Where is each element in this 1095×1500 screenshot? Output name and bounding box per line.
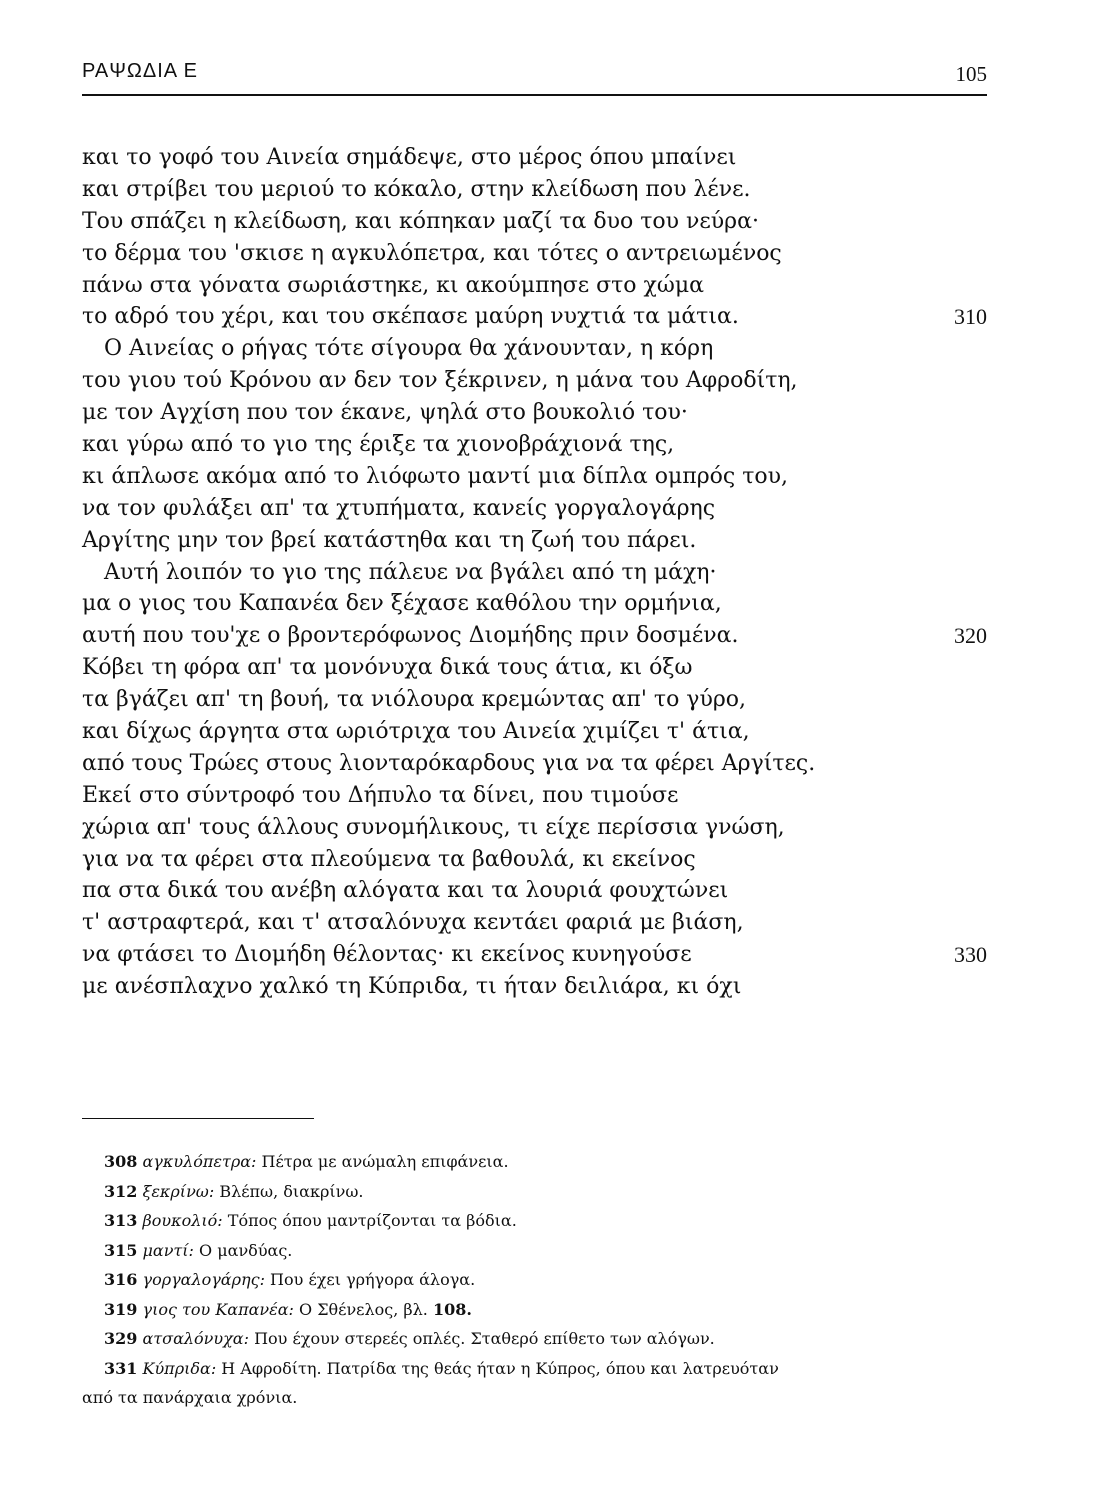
verse-line bbox=[82, 971, 987, 1003]
verse-text: μα ο γιος του Καπανέα δεν ξέχασε καθόλου την ορμήνια, bbox=[82, 591, 722, 617]
verse-text: κι άπλωσε ακόμα από το λιόφωτο μαντί μια δίπλα ομπρός του, bbox=[82, 463, 788, 489]
footnote-text: Πέτρα με ανώμαλη επιφάνεια. bbox=[261, 1152, 509, 1171]
verse-line bbox=[82, 588, 987, 620]
footnote-term: μαντί: bbox=[142, 1240, 194, 1260]
verse-line bbox=[82, 270, 987, 302]
verse-text: και στρίβει του μεριού το κόκαλο, στην κλείδωση που λένε. bbox=[82, 176, 751, 202]
footnote-text: Ο Σθένελος, βλ. bbox=[299, 1299, 428, 1319]
footnote-term: γιος του Καπανέα: bbox=[142, 1299, 294, 1319]
verse-line bbox=[82, 525, 987, 557]
verse-line bbox=[82, 780, 987, 812]
verse-text: να φτάσει το Διομήδη θέλοντας· κι εκείνος κυνηγούσε bbox=[82, 942, 692, 968]
verse-text: και γύρω από το γιο της έριξε τα χιονοβράχιονά της, bbox=[82, 432, 675, 458]
footnote-continuation: από τα πανάρχαια χρόνια. bbox=[82, 1388, 298, 1407]
footnote bbox=[82, 1206, 987, 1236]
verse-line bbox=[82, 365, 987, 397]
verse-text: Του σπάζει η κλείδωση, και κόπηκαν μαζί τα δυο του νεύρα· bbox=[82, 208, 759, 234]
footnote-text: Η Αφροδίτη. Πατρίδα της θεάς ήταν η Κύπρος, όπου και λατρευόταν bbox=[221, 1358, 779, 1378]
verse-line bbox=[82, 748, 987, 780]
running-head: ΡΑΨΩΔΙΑ Ε bbox=[82, 60, 198, 82]
line-number: 320 bbox=[954, 623, 987, 649]
verse-text: πάνω στα γόνατα σωριάστηκε, κι ακούμπησε στο χώμα bbox=[82, 272, 704, 298]
verse-text: Κόβει τη φόρα απ' τα μονόνυχα δικά τους άτια, κι όξω bbox=[82, 655, 693, 681]
header-rule bbox=[82, 94, 987, 96]
page-header bbox=[82, 60, 987, 92]
verse-line bbox=[82, 716, 987, 748]
footnote-text: Τόπος όπου μαντρίζονται τα βόδια. bbox=[227, 1211, 517, 1230]
verse-text: για να τα φέρει στα πλεούμενα τα βαθουλά, κι εκείνος bbox=[82, 846, 696, 872]
verse-text: Αυτή λοιπόν το γιο της πάλευε να βγάλει από τη μάχη· bbox=[104, 559, 717, 585]
verse-text: αυτή που του'χε ο βροντερόφωνος Διομήδης πριν δοσμένα. bbox=[82, 623, 739, 649]
verse-text: το δέρμα του 'σκισε η αγκυλόπετρα, και τότες ο αντρειωμένος bbox=[82, 240, 782, 266]
verse-line bbox=[82, 461, 987, 493]
verse-line bbox=[82, 142, 987, 174]
footnote-text: Που έχουν στερεές οπλές. Σταθερό επίθετο των αλόγων. bbox=[254, 1329, 715, 1348]
verse-line bbox=[82, 238, 987, 270]
footnote-separator bbox=[82, 1118, 314, 1119]
footnote-number: 308 bbox=[104, 1152, 138, 1171]
verse-text: Αργίτης μην τον βρεί κατάστηθα και τη ζωή του πάρει. bbox=[82, 527, 697, 553]
footnote-term: ατσαλόνυχα: bbox=[142, 1329, 249, 1348]
verse-line bbox=[82, 939, 987, 971]
verse-line bbox=[82, 652, 987, 684]
verse-line bbox=[82, 397, 987, 429]
verse-text: τ' αστραφτερά, και τ' ατσαλόνυχα κεντάει φαριά με βιάση, bbox=[82, 910, 744, 936]
verse-line bbox=[82, 620, 987, 652]
line-number: 310 bbox=[954, 304, 987, 330]
verse-line bbox=[82, 206, 987, 238]
verse-text: Ο Αινείας ο ρήγας τότε σίγουρα θα χάνουνταν, η κόρη bbox=[104, 336, 714, 362]
footnote bbox=[82, 1236, 987, 1266]
line-number: 330 bbox=[954, 942, 987, 968]
footnote bbox=[82, 1265, 987, 1295]
verse-text: τα βγάζει απ' τη βουή, τα νιόλουρα κρεμώντας απ' το γύρο, bbox=[82, 687, 746, 713]
verse-text: πα στα δικά του ανέβη αλόγατα και τα λουριά φουχτώνει bbox=[82, 878, 729, 904]
footnote bbox=[82, 1354, 987, 1384]
footnote-term: γοργαλογάρης: bbox=[142, 1270, 265, 1289]
verse-line bbox=[82, 844, 987, 876]
footnote-number: 331 bbox=[104, 1358, 138, 1378]
footnotes bbox=[82, 1147, 987, 1413]
footnote bbox=[82, 1324, 987, 1354]
verse-text: Εκεί στο σύντροφό του Δήπυλο τα δίνει, που τιμούσε bbox=[82, 782, 679, 808]
footnote bbox=[82, 1295, 987, 1325]
footnote-term: Κύπριδα: bbox=[142, 1358, 217, 1378]
verse-line bbox=[82, 812, 987, 844]
verse-line bbox=[82, 301, 987, 333]
verse-line bbox=[82, 907, 987, 939]
verse-line bbox=[82, 875, 987, 907]
footnote-number: 319 bbox=[104, 1299, 138, 1319]
page-number: 105 bbox=[955, 62, 987, 86]
verse-line bbox=[82, 174, 987, 206]
verse-line bbox=[82, 493, 987, 525]
footnote bbox=[82, 1147, 987, 1177]
footnote-number: 313 bbox=[104, 1211, 138, 1230]
verse-text: με ανέσπλαχνο χαλκό τη Κύπριδα, τι ήταν δειλιάρα, κι όχι bbox=[82, 974, 742, 1000]
footnote-number: 315 bbox=[104, 1240, 138, 1260]
verse-text: του γιου τού Κρόνου αν δεν τον ξέκρινεν, η μάνα του Αφροδίτη, bbox=[82, 368, 798, 394]
footnote-term: αγκυλόπετρα: bbox=[142, 1152, 257, 1171]
footnote-text: Βλέπω, διακρίνω. bbox=[219, 1181, 364, 1201]
verse-line bbox=[82, 684, 987, 716]
footnote-term: βουκολιό: bbox=[142, 1211, 223, 1230]
verse-line bbox=[82, 429, 987, 461]
verse-text: με τον Αγχίση που τον έκανε, ψηλά στο βουκολιό του· bbox=[82, 400, 688, 426]
footnote-number: 312 bbox=[104, 1181, 138, 1201]
verse-text: να τον φυλάξει απ' τα χτυπήματα, κανείς γοργαλογάρης bbox=[82, 495, 716, 521]
footnote-text: Που έχει γρήγορα άλογα. bbox=[270, 1270, 476, 1289]
footnote-term: ξεκρίνω: bbox=[142, 1181, 215, 1201]
verse-text: χώρια απ' τους άλλους συνομήλικους, τι είχε περίσσια γνώση, bbox=[82, 814, 785, 840]
footnote bbox=[82, 1177, 987, 1207]
footnote-number: 316 bbox=[104, 1270, 138, 1289]
verse-text: το αδρό του χέρι, και του σκέπασε μαύρη νυχτιά τα μάτια. bbox=[82, 304, 739, 330]
footnote-reference: 108. bbox=[432, 1299, 472, 1319]
verse-line bbox=[82, 333, 987, 365]
poem-text bbox=[82, 142, 987, 1003]
verse-text: και δίχως άργητα στα ωριότριχα του Αινεία χιμίζει τ' άτια, bbox=[82, 719, 750, 745]
verse-text: και το γοφό του Αινεία σημάδεψε, στο μέρος όπου μπαίνει bbox=[82, 145, 737, 170]
verse-line bbox=[82, 557, 987, 589]
verse-text: από τους Τρώες στους λιονταρόκαρδους για να τα φέρει Αργίτες. bbox=[82, 750, 816, 776]
footnote-text: Ο μανδύας. bbox=[199, 1240, 293, 1260]
footnote-number: 329 bbox=[104, 1329, 138, 1348]
